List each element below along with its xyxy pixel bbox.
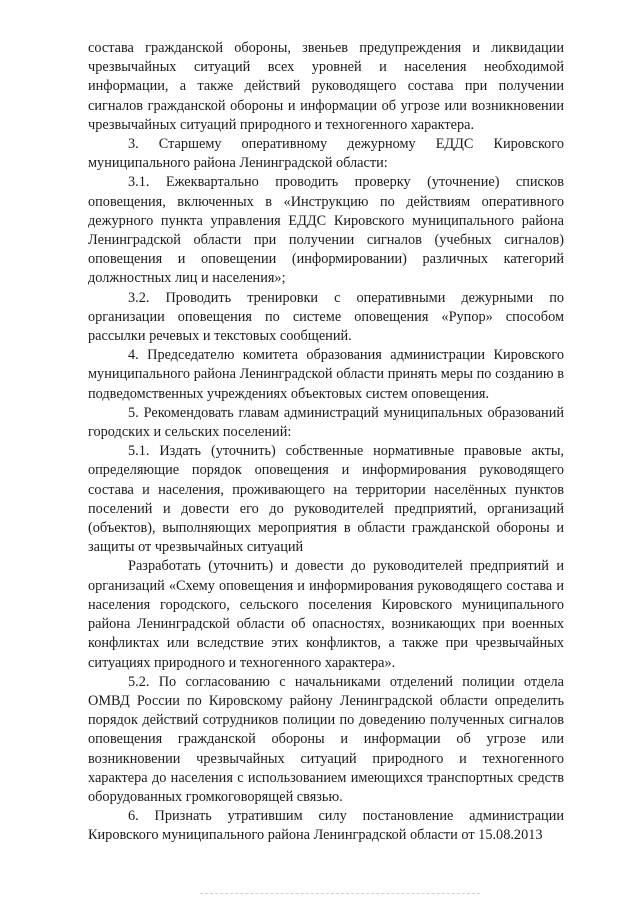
paragraph-item-3-2: 3.2. Проводить тренировки с оперативными дежурными по организации оповещения по системе оповещения «Рупор» способом рассылки речевых и текстовых сообщений. — [88, 289, 564, 345]
scan-bottom-edge — [200, 893, 480, 894]
paragraph-item-6: 6. Признать утратившим силу постановление администрации Кировского муниципального района Ленинградской области от 15.08.2013 — [88, 808, 564, 844]
paragraph-item-5-1-develop: Разработать (уточнить) и довести до руководителей предприятий и организаций «Схему оповещения и информирования руководящего состава и населения городского, сельского поселения Кировского муниципального района Ленинградской области об опасностях, возникающих при военных конфликтах или вследствие этих конфликтов, а также при чрезвычайных ситуациях природного и техногенного характера». — [88, 558, 564, 671]
paragraph-item-5: 5. Рекомендовать главам администраций муниципальных образований городских и сельских поселений: — [88, 404, 564, 441]
document-page — [88, 39, 564, 846]
paragraph-item-3: 3. Старшему оперативному дежурному ЕДДС Кировского муниципального района Ленинградской области: — [88, 136, 564, 172]
paragraph-item-5-2: 5.2. По согласованию с начальниками отделений полиции отдела ОМВД России по Кировскому району Ленинградской области определить порядок действий сотрудников полиции по доведению полученных сигналов оповещения гражданской обороны и информации об угрозе или возникновении чрезвычайных ситуаций природного и техногенного характера до населения с использованием имеющихся транспортных средств оборудованных громкоговорящей связью. — [88, 673, 564, 805]
paragraph-item-5-1: 5.1. Издать (уточнить) собственные нормативные правовые акты, определяющие порядок оповещения и информирования руководящего состава и населения, проживающего на территории населённых пунктов поселений и довести его до руководителей предприятий, организаций (объектов), выполняющих мероприятия в области гражданской обороны и защиты от чрезвычайных ситуаций — [88, 443, 564, 556]
paragraph-continuation: состава гражданской обороны, звеньев предупреждения и ликвидации чрезвычайных ситуаций всех уровней и населения необходимой информации, а также действий руководящего состава при получении сигналов гражданской обороны и информации об угрозе или возникновении чрезвычайных ситуаций природного и техногенного характера. — [88, 40, 564, 133]
paragraph-item-3-1: 3.1. Ежеквартально проводить проверку (уточнение) списков оповещения, включенных в «Инструкцию по действиям оперативного дежурного пункта управления ЕДДС Кировского муниципального района Ленинградской области при получении сигналов (учебных сигналов) оповещения и оповещении (информировании) различных категорий должностных лиц и населения»; — [88, 174, 564, 287]
paragraph-item-4: 4. Председателю комитета образования администрации Кировского муниципального района Ленинградской области принять меры по созданию в подведомственных учреждениях объектовых систем оповещения. — [88, 347, 564, 402]
